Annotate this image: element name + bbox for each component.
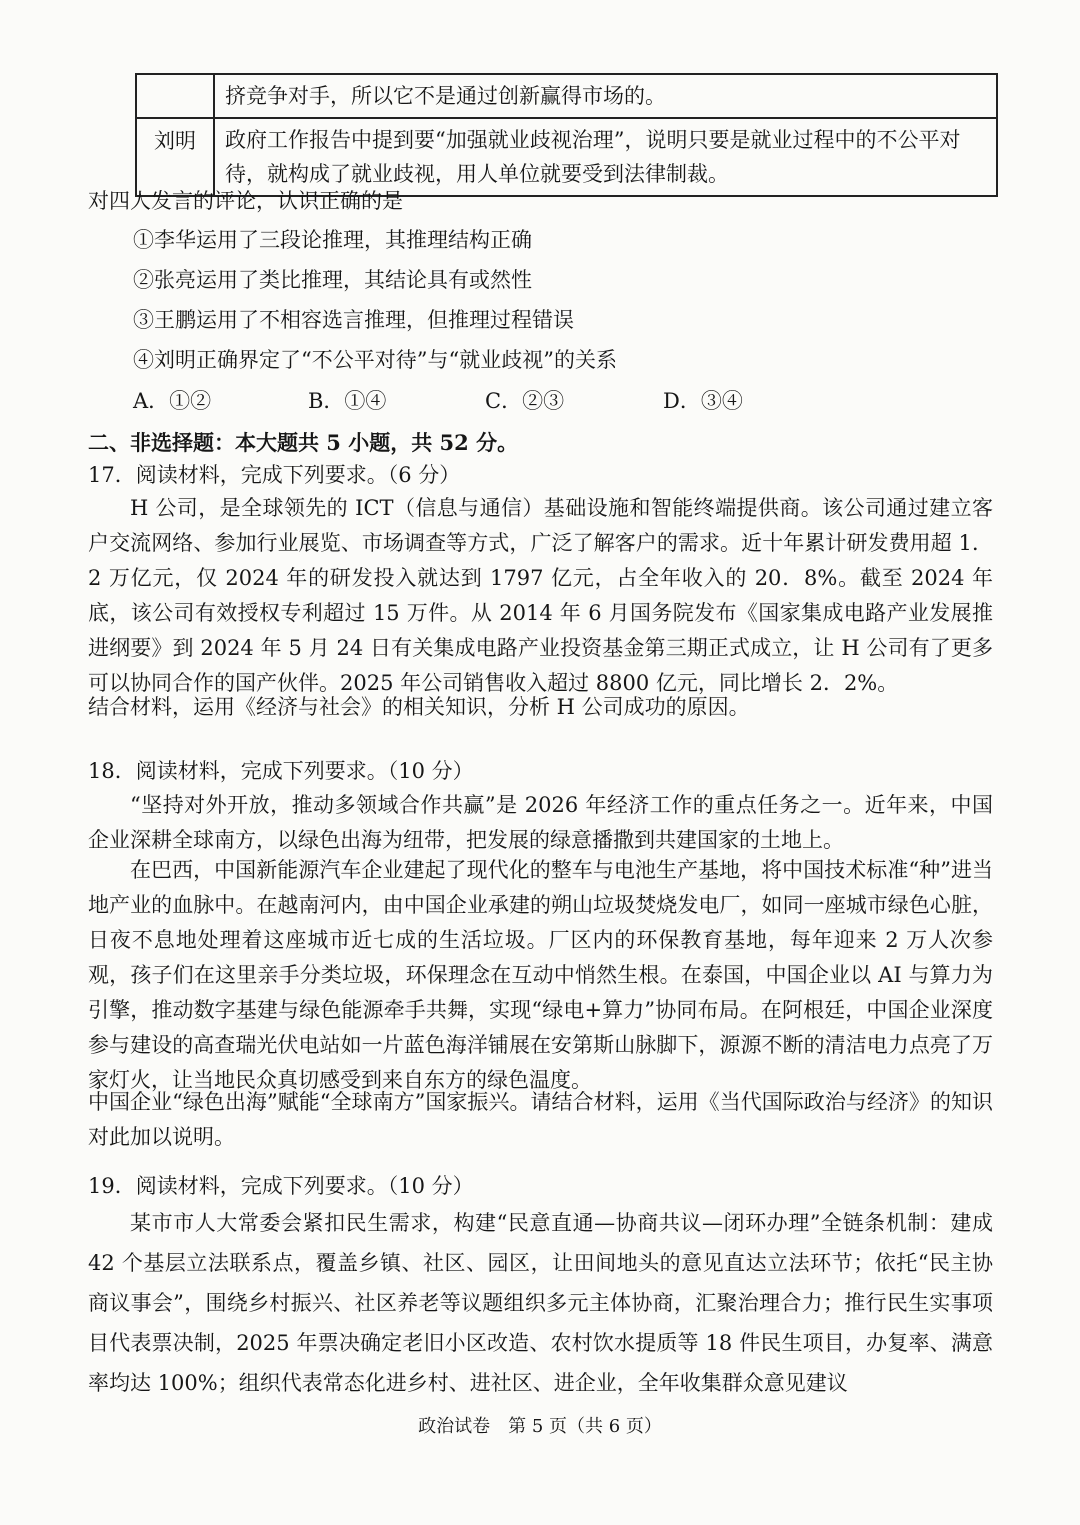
speaker-statement-cell: 政府工作报告中提到要“加强就业歧视治理”，说明只要是就业过程中的不公平对待，就构成了就业歧视，用人单位就要受到法律制裁。	[214, 118, 997, 196]
q19-title: 19．阅读材料，完成下列要求。（10 分）	[88, 1174, 474, 1198]
q17-task: 结合材料，运用《经济与社会》的相关知识，分析 H 公司成功的原因。	[88, 695, 750, 719]
statement-4: ④刘明正确界定了“不公平对待”与“就业歧视”的关系	[133, 348, 617, 372]
q18-material-p2: 在巴西，中国新能源汽车企业建起了现代化的整车与电池生产基地，将中国技术标准“种”进当地产业的血脉中。在越南河内，由中国企业承建的朔山垃圾焚烧发电厂，如同一座城市绿色心脏，日夜不息地处理着这座城市近七成的生活垃圾。厂区内的环保教育基地，每年迎来 2 万人次参观，孩子们在这里亲手分类垃圾，环保理念在互动中悄然生根。在泰国，中国企业以 AI 与算力为引擎，推动数字基建与绿色能源牵手共舞，实现“绿电+算力”协同布局。在阿根廷，中国企业深度参与建设的高查瑞光伏电站如一片蓝色海洋铺展在安第斯山脉脚下，源源不断的清洁电力点亮了万家灯火，让当地民众真切感受到来自东方的绿色温度。	[88, 858, 993, 1092]
speaker-name-cell	[136, 74, 214, 118]
q17-material: H 公司，是全球领先的 ICT（信息与通信）基础设施和智能终端提供商。该公司通过建立客户交流网络、参加行业展览、市场调查等方式，广泛了解客户的需求。近十年累计研发费用超 1．2 万亿元，仅 2024 年的研发投入就达到 1797 亿元，占全年收入的 20．8%。截至 2024 年底，该公司有效授权专利超过 15 万件。从 2014 年 6 月国务院发布《国家集成电路产业发展推进纲要》到 2024 年 5 月 24 日有关集成电路产业投资基金第三期正式成立，让 H 公司有了更多可以协同合作的国产伙伴。2025 年公司销售收入超过 8800 亿元，同比增长 2．2%。	[88, 496, 993, 695]
statement-3: ③王鹏运用了不相容选言推理，但推理过程错误	[133, 308, 574, 332]
speaker-table	[135, 73, 998, 197]
section-heading: 二、非选择题：本大题共 5 小题，共 52 分。	[88, 430, 519, 455]
table-row	[136, 118, 997, 196]
speaker-statement-cell: 挤竞争对手，所以它不是通过创新赢得市场的。	[214, 74, 997, 118]
statement-1: ①李华运用了三段论推理，其推理结构正确	[133, 228, 532, 252]
q18-material-p1: “坚持对外开放，推动多领域合作共赢”是 2026 年经济工作的重点任务之一。近年来，中国企业深耕全球南方，以绿色出海为纽带，把发展的绿意播撒到共建国家的土地上。	[88, 793, 993, 852]
q18-title: 18．阅读材料，完成下列要求。（10 分）	[88, 759, 474, 783]
question-stem: 对四人发言的评论，认识正确的是	[88, 189, 403, 213]
q18-task: 中国企业“绿色出海”赋能“全球南方”国家振兴。请结合材料，运用《当代国际政治与经济》的知识对此加以说明。	[88, 1090, 993, 1149]
statement-2: ②张亮运用了类比推理，其结论具有或然性	[133, 268, 532, 292]
q19-material: 某市市人大常委会紧扣民生需求，构建“民意直通—协商共议—闭环办理”全链条机制：建成 42 个基层立法联系点，覆盖乡镇、社区、园区，让田间地头的意见直达立法环节；依托“民主协商议事会”，围绕乡村振兴、社区养老等议题组织多元主体协商，汇聚治理合力；推行民生实事项目代表票决制，2025 年票决确定老旧小区改造、农村饮水提质等 18 件民生项目，办复率、满意率均达 100%；组织代表常态化进乡村、进社区、进企业，全年收集群众意见建议	[88, 1211, 993, 1395]
answer-options	[133, 385, 833, 415]
table-row	[136, 74, 997, 118]
option-a: A．①②	[133, 389, 212, 413]
page-footer: 政治试卷 第 5 页（共 6 页）	[418, 1416, 662, 1437]
option-c: C．②③	[485, 389, 565, 413]
speaker-name-cell: 刘明	[136, 118, 214, 196]
q17-title: 17．阅读材料，完成下列要求。（6 分）	[88, 463, 461, 487]
option-b: B．①④	[308, 389, 387, 413]
option-d: D．③④	[663, 389, 743, 413]
